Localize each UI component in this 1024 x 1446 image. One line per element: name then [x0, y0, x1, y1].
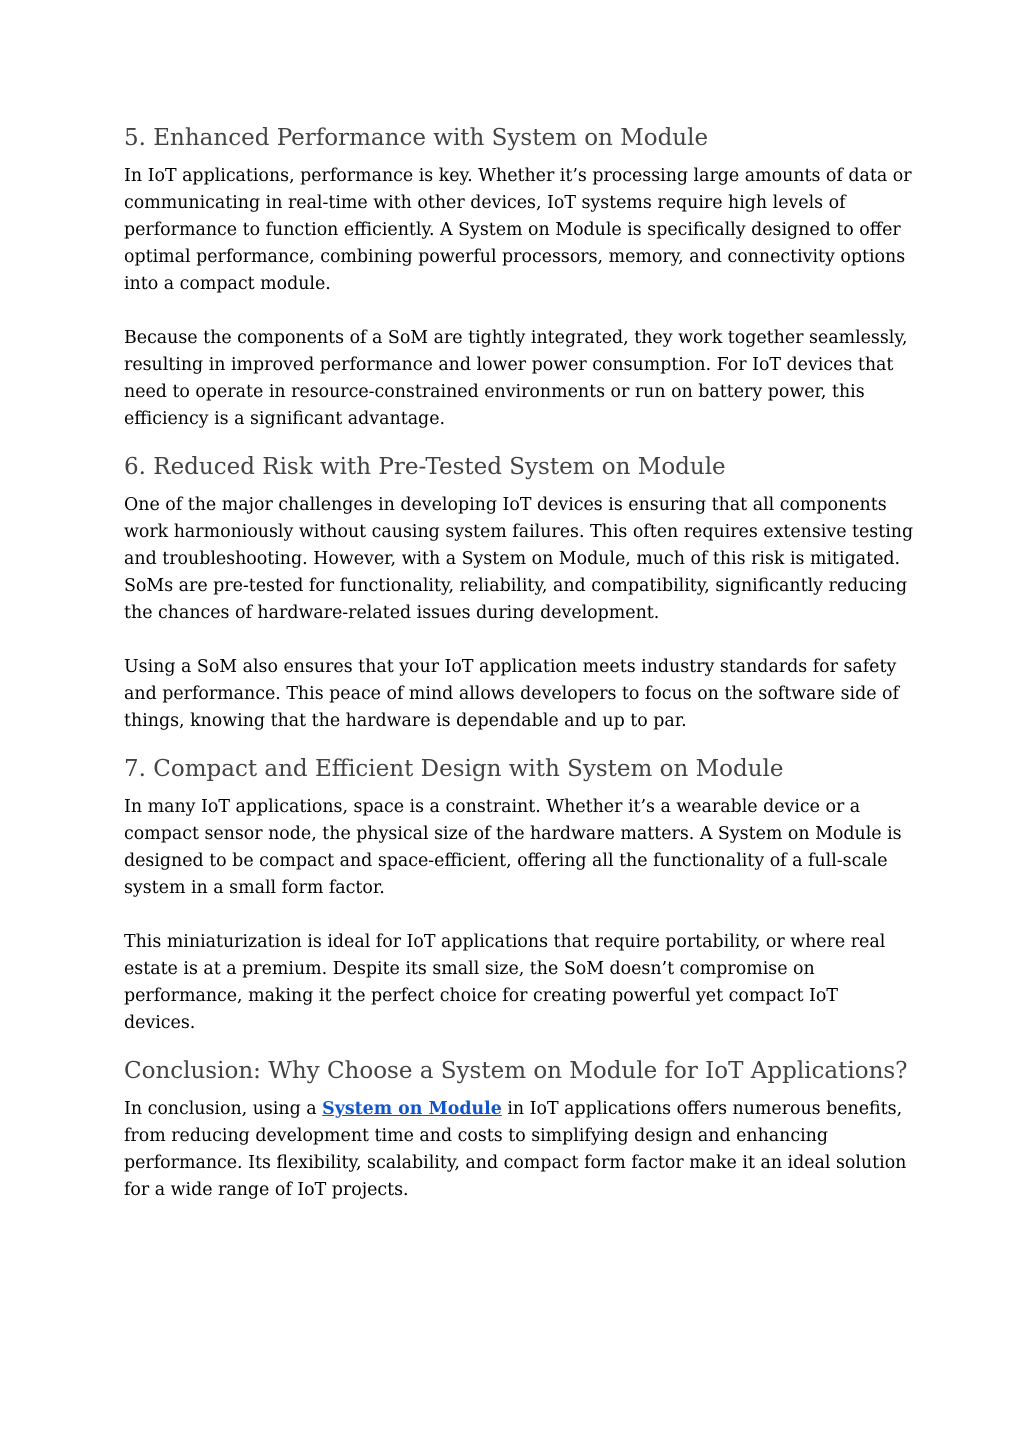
- document-page: [124, 121, 914, 1204]
- section-spacer: [124, 433, 914, 450]
- section-heading: 7. Compact and Efficient Design with System on Module: [124, 756, 784, 782]
- system-on-module-link[interactable]: System on Module: [322, 1099, 502, 1119]
- paragraph-spacer: [124, 902, 914, 929]
- paragraph-spacer: [124, 298, 914, 325]
- conclusion-text-before-link: In conclusion, using a: [124, 1099, 323, 1119]
- paragraph: One of the major challenges in developing IoT devices is ensuring that all components work harmoniously without causing system failures. This often requires extensive testing and troubleshooting. However, with a System on Module, much of this risk is mitigated. SoMs are pre-tested for functionality, reliability, and compatibility, significantly reducing the chances of hardware-related issues during development.: [124, 495, 914, 623]
- paragraph: Using a SoM also ensures that your IoT application meets industry standards for safety and performance. This peace of mind allows developers to focus on the software side of things, knowing that the hardware is dependable and up to par.: [124, 657, 899, 731]
- paragraph: In many IoT applications, space is a constraint. Whether it’s a wearable device or a compact sensor node, the physical size of the hardware matters. A System on Module is designed to be compact and space-efficient, offering all the functionality of a full-scale system in a small form factor.: [124, 797, 902, 898]
- section-heading: 5. Enhanced Performance with System on Module: [124, 125, 709, 151]
- section-conclusion: [124, 1054, 914, 1204]
- section-compact-design: [124, 752, 914, 1037]
- conclusion-heading: Conclusion: Why Choose a System on Module for IoT Applications?: [124, 1058, 908, 1084]
- paragraph-spacer: [124, 627, 914, 654]
- conclusion-text-after-link: in IoT applications offers numerous benefits, from reducing development time and costs to simplifying design and enhancing performance. Its flexibility, scalability, and compact form factor make it an ideal solution for a wide range of IoT projects.: [124, 1099, 907, 1200]
- conclusion-paragraph: [124, 1096, 914, 1204]
- paragraph: Because the components of a SoM are tightly integrated, they work together seamlessly, resulting in improved performance and lower power consumption. For IoT devices that need to operate in resource-constrained environments or run on battery power, this efficiency is a significant advantage.: [124, 328, 908, 429]
- paragraph: This miniaturization is ideal for IoT applications that require portability, or where real estate is at a premium. Despite its small size, the SoM doesn’t compromise on performance, making it the perfect choice for creating powerful yet compact IoT devices.: [124, 932, 886, 1033]
- paragraph: In IoT applications, performance is key. Whether it’s processing large amounts of data or communicating in real-time with other devices, IoT systems require high levels of performance to function efficiently. A System on Module is specifically designed to offer optimal performance, combining powerful processors, memory, and connectivity options into a compact module.: [124, 166, 912, 294]
- section-enhanced-performance: [124, 121, 914, 433]
- section-spacer: [124, 735, 914, 752]
- section-spacer: [124, 1037, 914, 1054]
- section-reduced-risk: [124, 450, 914, 735]
- section-heading: 6. Reduced Risk with Pre-Tested System on Module: [124, 454, 726, 480]
